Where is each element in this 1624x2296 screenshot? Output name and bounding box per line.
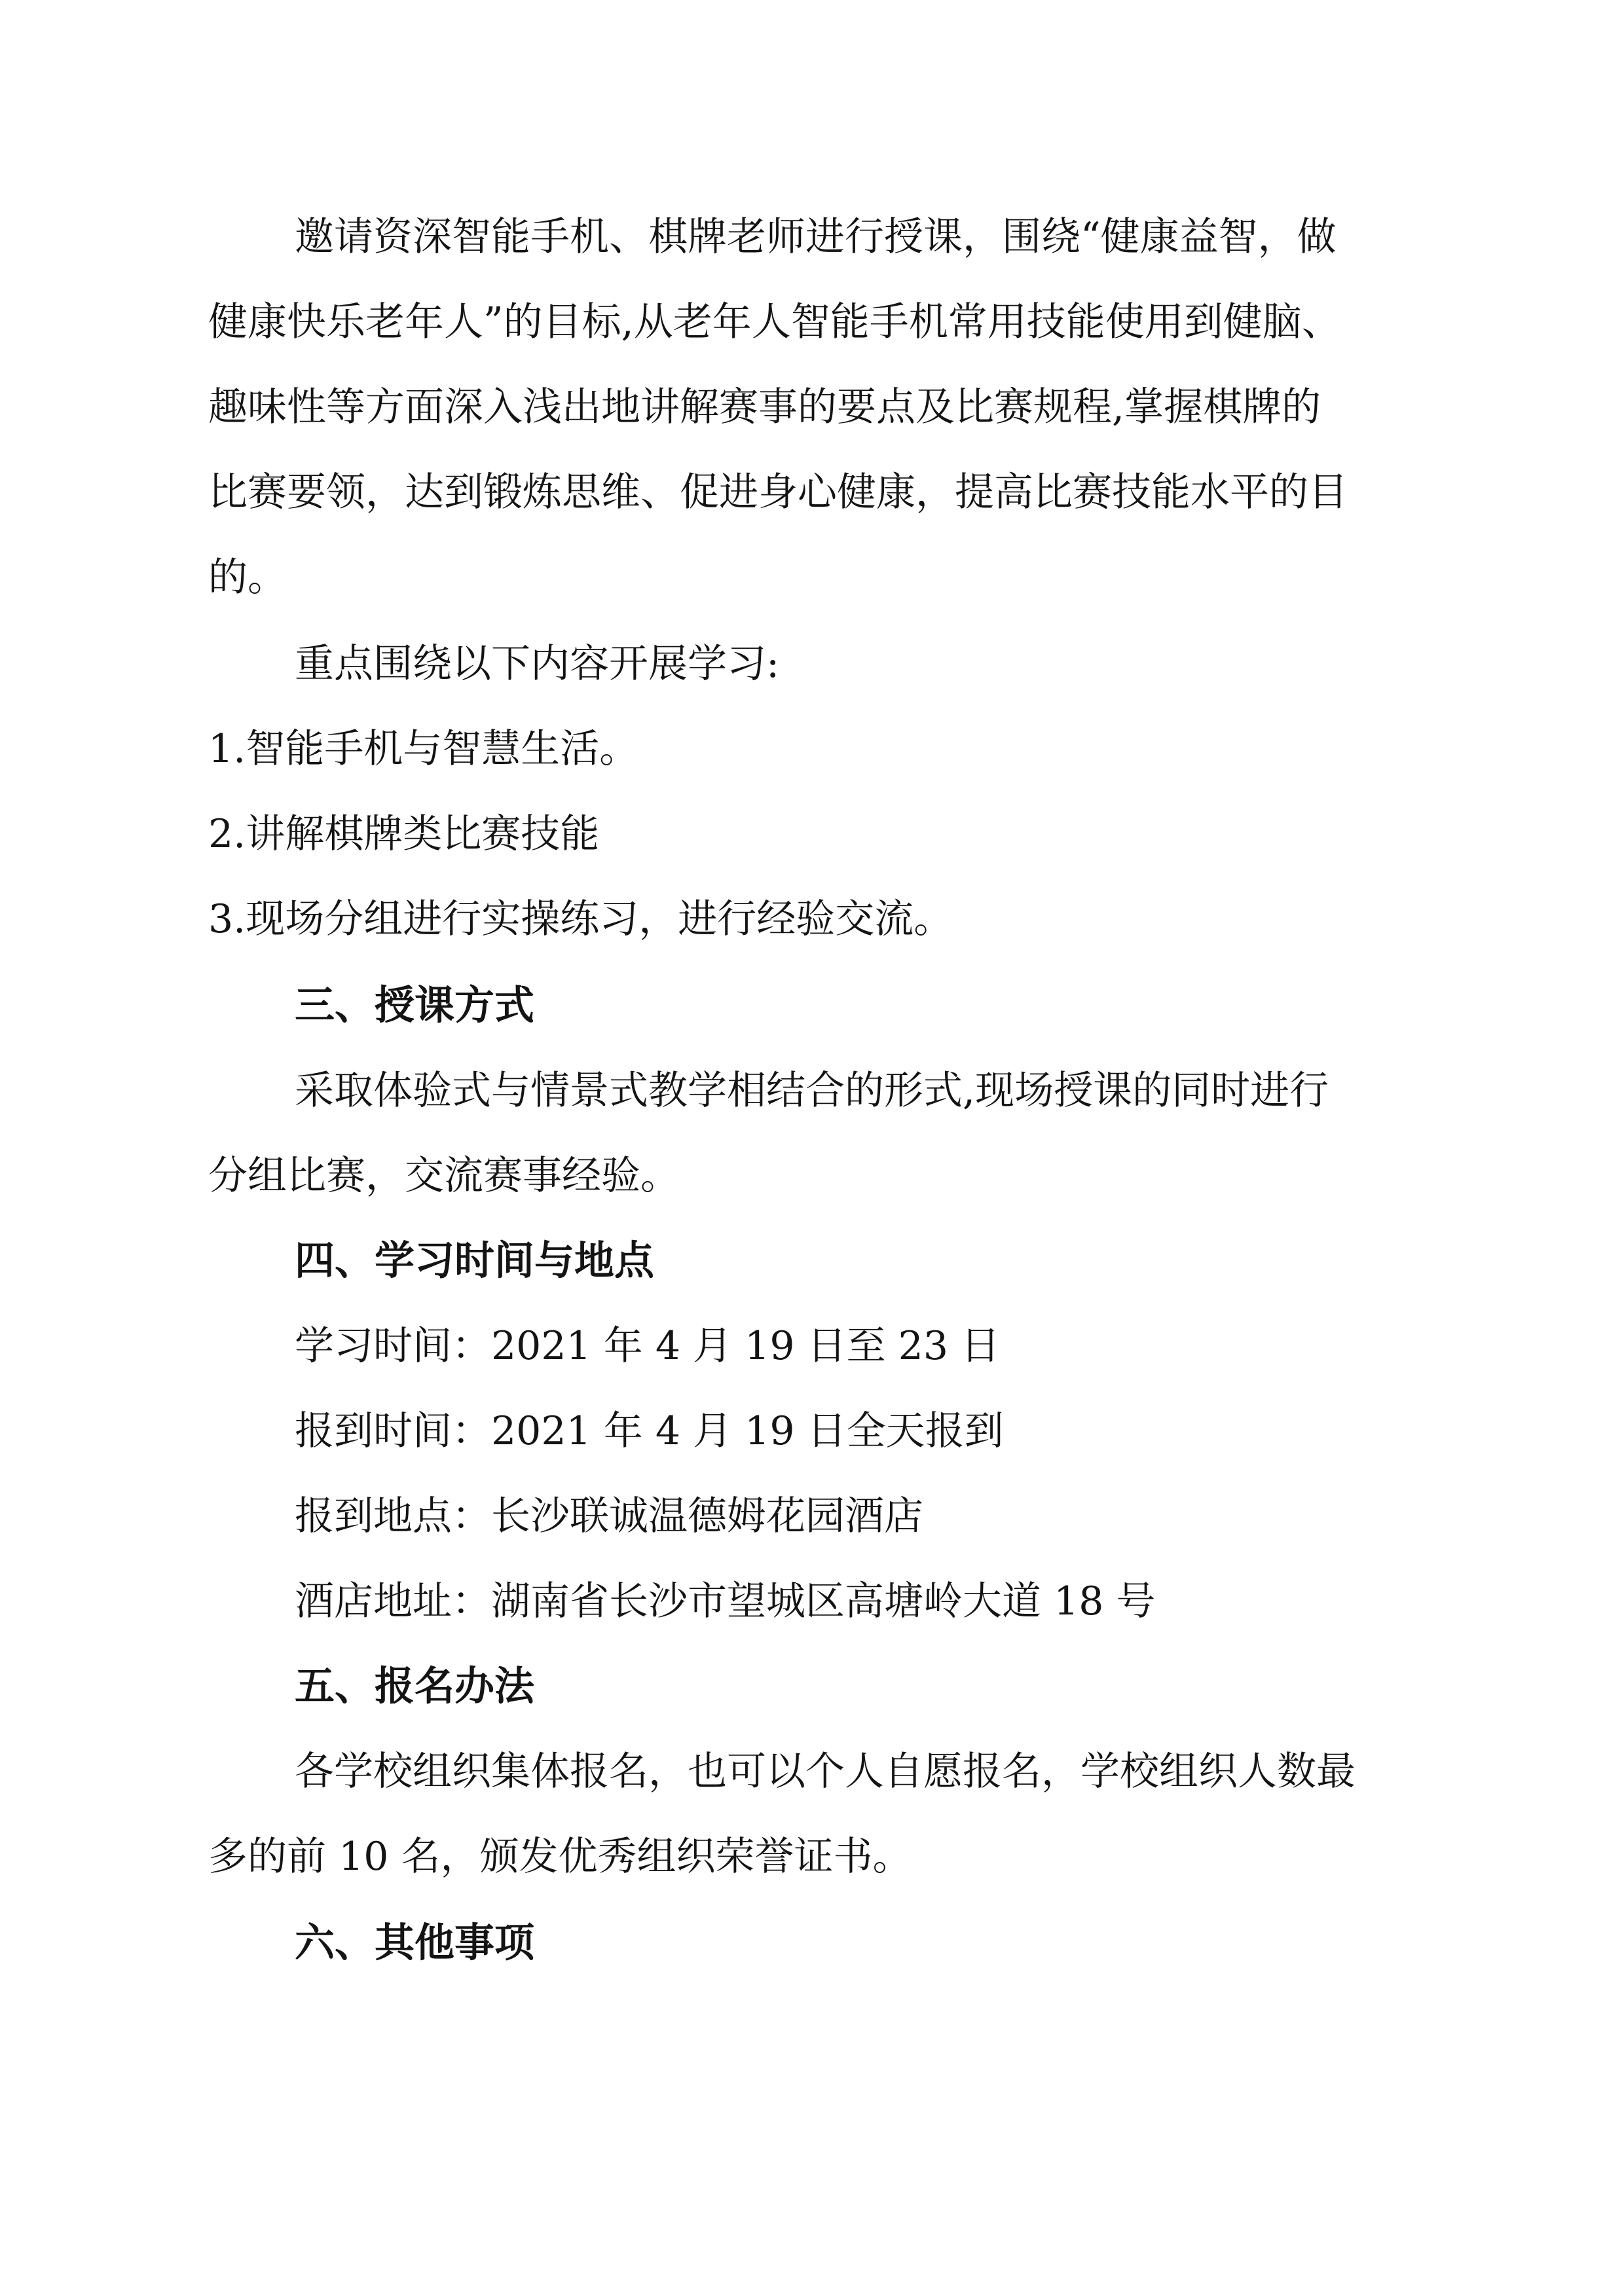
report-time: 报到时间：2021 年 4 月 19 日全天报到 — [295, 1408, 1004, 1454]
report-place: 报到地点：长沙联诚温德姆花园酒店 — [295, 1493, 923, 1539]
section-4-heading: 四、学习时间与地点 — [295, 1237, 655, 1284]
section-3-line-1: 采取体验式与情景式教学相结合的形式,现场授课的同时进行 — [295, 1068, 1329, 1114]
paragraph-invitation-line-1: 邀请资深智能手机、棋牌老师进行授课，围绕“健康益智，做 — [295, 214, 1337, 260]
hotel-address: 酒店地址：湖南省长沙市望城区高塘岭大道 18 号 — [295, 1578, 1156, 1624]
study-time: 学习时间：2021 年 4 月 19 日至 23 日 — [295, 1323, 1001, 1369]
study-intro: 重点围绕以下内容开展学习: — [295, 641, 780, 687]
study-item-1: 1.智能手机与智慧生活。 — [208, 726, 639, 772]
paragraph-invitation-line-2: 健康快乐老年人”的目标,从老年人智能手机常用技能使用到健脑、 — [208, 299, 1341, 345]
study-item-2: 2.讲解棋牌类比赛技能 — [208, 811, 600, 857]
paragraph-invitation-line-4: 比赛要领，达到锻炼思维、促进身心健康，提高比赛技能水平的目 — [208, 469, 1348, 515]
section-5-heading: 五、报名办法 — [295, 1663, 535, 1709]
section-5-line-2: 多的前 10 名，颁发优秀组织荣誉证书。 — [208, 1834, 912, 1880]
section-3-line-2: 分组比赛，交流赛事经验。 — [208, 1153, 680, 1199]
section-5-line-1: 各学校组织集体报名，也可以个人自愿报名，学校组织人数最 — [295, 1749, 1356, 1795]
paragraph-invitation-line-5: 的。 — [208, 555, 287, 600]
section-6-heading: 六、其他事项 — [295, 1920, 535, 1966]
paragraph-invitation-line-3: 趣味性等方面深入浅出地讲解赛事的要点及比赛规程,掌握棋牌的 — [208, 384, 1321, 430]
section-3-heading: 三、授课方式 — [295, 982, 535, 1029]
study-item-3: 3.现场分组进行实操练习，进行经验交流。 — [208, 896, 953, 942]
